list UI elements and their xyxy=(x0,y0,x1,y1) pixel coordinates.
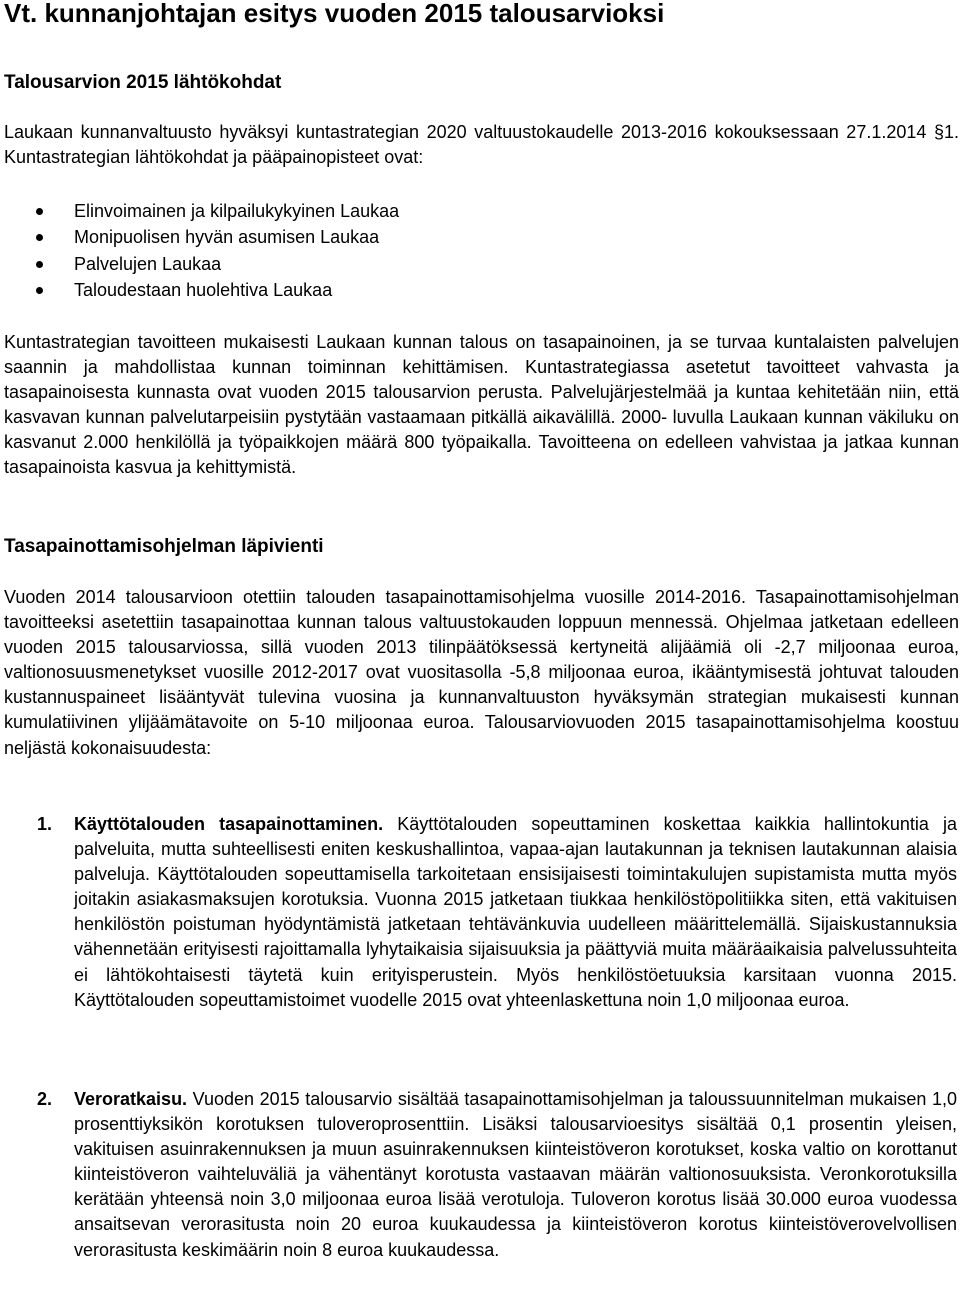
item-number: 2. xyxy=(37,1089,53,1109)
item-lead: Veroratkaisu. xyxy=(74,1089,188,1109)
document-title: Vt. kunnanjohtajan esitys vuoden 2015 talousarvioksi xyxy=(4,0,665,28)
item-text: Vuoden 2015 talousarvio sisältää tasapainottamisohjelman ja taloussuunnitelman mukaisen 1,0 prosenttiyksikön korotuksen tuloveroprosenttiin. Lisäksi talousarvioesitys sisältää 0,1 prosentin yleisen, vakituisen asuinrakennuksen ja muun asuinrakennuksen kiinteistöveron korotukset, koska valtio on korottanut kiinteistöveron vaihteluväliä ja vähentänyt korotusta vastaavan määrän valtionosuuksista. Veronkorotuksilla kerätään yhteensä noin 3,0 miljoonaa euroa lisää verotuloja. Tuloveron korotus lisää 30.000 euroa vuodessa ansaitsevan verorasitusta noin 20 euroa kuukaudessa ja kiinteistöveron korotus kiinteistöverovelvollisen verorasitusta keskimäärin noin 8 euroa kuukaudessa. xyxy=(74,1089,957,1260)
list-item-text: Monipuolisen hyvän asumisen Laukaa xyxy=(74,227,380,248)
strategy-bullet-list xyxy=(0,198,955,303)
list-item xyxy=(0,224,955,250)
bullet-icon xyxy=(36,208,43,215)
item-lead: Käyttötalouden tasapainottaminen. xyxy=(74,814,384,834)
item-body xyxy=(74,812,957,1013)
list-item-text: Palvelujen Laukaa xyxy=(74,253,222,274)
intro-paragraph: Laukaan kunnanvaltuusto hyväksyi kuntastrategian 2020 valtuustokaudelle 2013-2016 kokouksessaan 27.1.2014 §1. Kuntastrategian lähtökohdat ja pääpainopisteet ovat: xyxy=(4,122,959,168)
section-heading-lahtokohdat: Talousarvion 2015 lähtökohdat xyxy=(4,72,282,93)
section-heading-tasapainottaminen: Tasapainottamisohjelman läpivienti xyxy=(4,536,324,557)
item-number: 1. xyxy=(37,814,53,834)
list-item-text: Elinvoimainen ja kilpailukykyinen Laukaa xyxy=(74,201,400,221)
list-item xyxy=(0,277,955,303)
list-item-text: Taloudestaan huolehtiva Laukaa xyxy=(74,279,333,300)
program-body-paragraph: Vuoden 2014 talousarvioon otettiin talouden tasapainottamisohjelma vuosille 2014-2016. Tasapainottamisohjelman tavoitteeksi asetettiin tasapainottaa kunnan talous valtuustokauden loppuun mennessä. Ohjelmaa jatketaan edelleen vuoden 2015 talousarviossa, sillä vuoden 2013 tilinpäätöksessä kertyneitä alijäämiä oli -2,7 miljoonaa euroa, valtionosuusmenetykset vuosille 2012-2017 ovat vuositasolla -5,8 miljoonaa euroa, ikääntymisestä johtuvat talouden kustannuspaineet lisääntyvät tulevina vuosina ja kunnanvaltuuston hyväksymän strategian mukaisesti kunnan kumulatiivinen ylijäämätavoite on 5-10 miljoonaa euroa. Talousarviovuoden 2015 tasapainottamisohjelma koostuu neljästä kokonaisuudesta: xyxy=(4,587,959,758)
item-text: Käyttötalouden sopeuttaminen koskettaa kaikkia hallintokuntia ja palveluita, mutta suhteellisesti eniten keskushallintoa, vapaa-ajan lautakunnan ja teknisen lautakunnan alaisia palveluja. Käyttötalouden sopeuttamisella tarkoitetaan ensisijaisesti toimintakulujen supistamista mutta myös joitakin asiakasmaksujen korotuksia. Vuonna 2015 jatketaan tiukkaa henkilöstöpolitiikka siten, että vakituisen henkilöstön poistuman hyödyntämistä jatketaan tehtävänkuvia uudelleen määrittelemällä. Sijaiskustannuksia vähennetään erityisesti rajoittamalla lyhytaikaisia sijaisuuksia ja päättyviä muita määräaikaisia palvelussuhteita ei lähtökohtaisesti täytetä kuin erityisperustein. Myös henkilöstöetuuksia karsitaan vuonna 2015. Käyttötalouden sopeuttamistoimet vuodelle 2015 ovat yhteenlaskettuna noin 1,0 miljoonaa euroa. xyxy=(74,814,957,1010)
item-body xyxy=(74,1087,957,1263)
bullet-icon xyxy=(36,261,43,268)
list-item xyxy=(0,198,955,224)
strategy-body-paragraph: Kuntastrategian tavoitteen mukaisesti Laukaan kunnan talous on tasapainoinen, ja se turvaa kuntalaisten palvelujen saannin ja mahdollistaa kunnan toiminnan kehittämisen. Kuntastrategiassa asetetut tavoitteet vahvasta ja tasapainoisesta kunnasta ovat vuoden 2015 talousarvion perusta. Palvelujärjestelmää ja kuntaa kehitetään niin, että kasvavan kunnan palvelutarpeisiin pystytään vastaamaan pitkällä aikavälillä. 2000- luvulla Laukaan kunnan väkiluku on kasvanut 2.000 henkilöllä ja työpaikkojen määrä 800 työpaikalla. Tavoitteena on edelleen vahvistaa ja jatkaa kunnan tasapainoista kasvua ja kehittymistä. xyxy=(4,332,959,478)
list-item xyxy=(0,251,955,277)
bullet-icon xyxy=(36,234,43,241)
bullet-icon xyxy=(36,287,43,294)
